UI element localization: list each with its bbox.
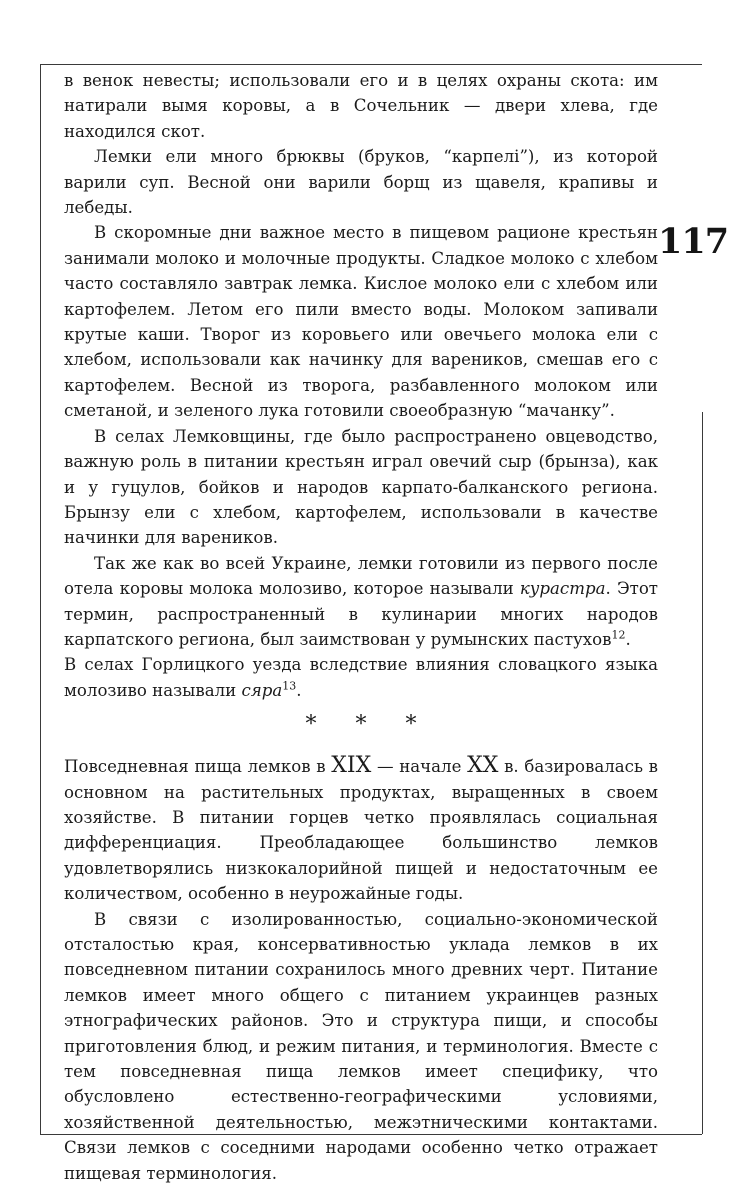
footnote-ref-13: 13 xyxy=(282,679,297,693)
frame-top-rule xyxy=(40,64,702,65)
paragraph-7: В связи с изолированностью, социально-экономической отсталостью края, консервативностью уклада лемков в их повседневном питании сохранилось много древних черт. Питание лемков имеет много общего с питанием украинцев разных этнографических районов. Это и структура пищи, и способы приготовления блюд, и режим питания, и терминология. Вместе с тем повседневная пища лемков имеет специфику, что обусловлено естественно-географическими условиями, хозяйственной деятельностью, межэтническими контактами. Связи лемков с соседними народами особенно четко отражает пищевая терминология. xyxy=(64,909,658,1183)
footnote-ref-12: 12 xyxy=(611,628,626,642)
paragraph-6: Повседневная пища лемков в XIX — начале XX в. базировалась в основном на растительных продуктах, выращенных в своем хозяйстве. В питании горцев четко проявлялась социальная дифференциация. Преобладающее большинство лемков удовлетворялись низкокалорийной пищей и недостаточным ее количеством, особенно в неурожайные годы. xyxy=(64,753,658,904)
paragraph-5-cont: В селах Горлицкого уезда вследствие влияния словацкого языка молозиво называли сяра$^{13}$. xyxy=(64,655,658,700)
page-number: 117 xyxy=(658,221,729,262)
paragraph-3: В скоромные дни важное место в пищевом рационе крестьян занимали молоко и молочные продукты. Сладкое молоко с хлебом часто составляло завтрак лемка. Кислое молоко ели с хлебом или картофелем. Летом его пили вместо воды. Молоком запивали крутые каши. Творог из коровьего или овечьего молока ели с хлебом, использовали как начинку для вареников, смешав его с картофелем. Весной из творога, разбавленного молоком или сметаной, и зеленого лука готовили своеобразную “мачанку”. xyxy=(64,223,658,421)
body-text xyxy=(64,68,658,1186)
paragraph-2: Лемки ели много брюквы (бруков, “карпелі”), из которой варили суп. Весной они варили борщ из щавеля, крапивы и лебеды. xyxy=(64,147,658,218)
frame-left-rule xyxy=(40,64,41,1134)
paragraph-5: Так же как во всей Украине, лемки готовили из первого после отела коровы молока молозиво, которое называли курастра. Этот термин, распространенный в кулинарии многих народов карпатского региона, был заимствован у румынских пастухов$^{12}$. xyxy=(64,553,658,649)
term-syara: сяра xyxy=(241,680,283,700)
frame-right-rule xyxy=(702,412,703,1134)
paragraph-4: В селах Лемковщины, где было распространено овцеводство, важную роль в питании крестьян играл овечий сыр (брынза), как и у гуцулов, бойков и народов карпато-балканского региона. Брынзу ели с хлебом, картофелем, использовали в качестве начинки для вареников. xyxy=(64,426,658,548)
term-kurastra: курастра xyxy=(519,579,606,599)
paragraph-1: в венок невесты; использовали его и в целях охраны скота: им натирали вымя коровы, а в Сочельник — двери хлева, где находился скот. xyxy=(64,71,658,141)
section-separator: * * * xyxy=(305,712,433,738)
